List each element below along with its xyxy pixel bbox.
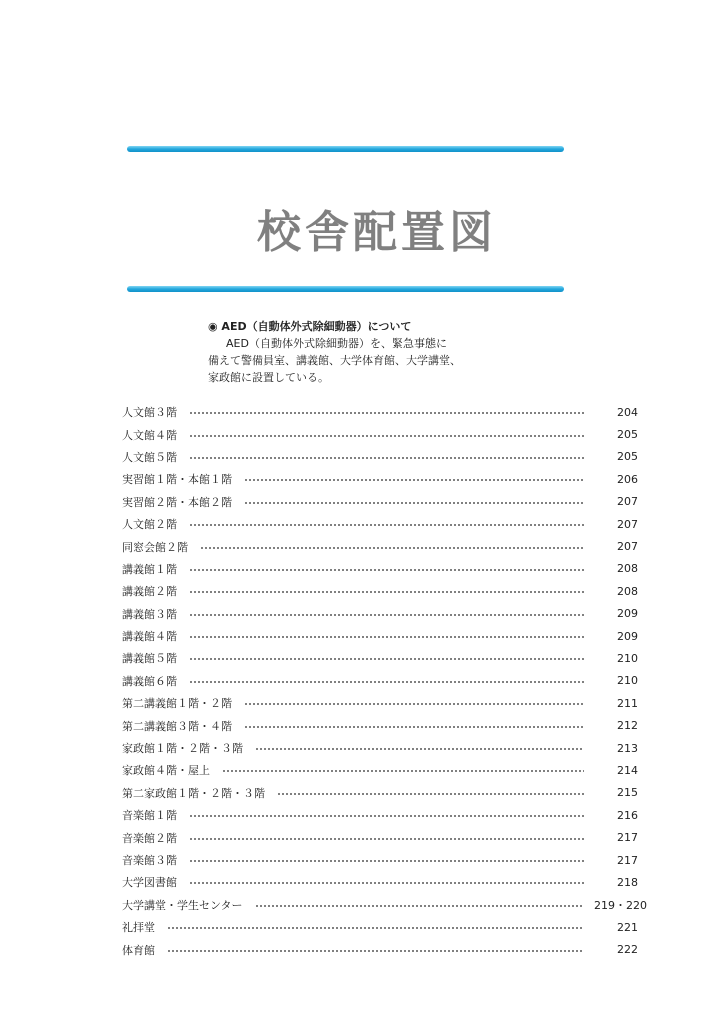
toc-entry-page: 221 [617,920,638,934]
toc-entry-page: 213 [617,741,638,755]
dot-leader [189,636,584,638]
toc-entry [122,894,647,916]
toc-entry-page: 215 [617,786,638,800]
toc-entry-page: 209 [617,607,638,621]
toc-entry-label: 同窓会館２階 [122,540,188,554]
toc-entry-label: 家政館４階・屋上 [122,764,210,778]
toc-entry-page: 208 [617,584,638,598]
toc-entry [122,580,638,602]
toc-entry [122,714,638,736]
toc-entry [122,737,638,759]
toc-entry-page: 210 [617,651,638,665]
toc-entry-page: 207 [617,517,638,531]
toc-entry-label: 講義館３階 [122,607,177,621]
toc-entry-label: 人文館２階 [122,518,177,532]
dot-leader [222,770,584,772]
aed-text-line: 家政館に設置している。 [208,371,329,384]
top-divider [127,146,564,152]
dot-leader [189,658,584,660]
dot-leader [255,748,584,750]
aed-heading: ◉ AED（自動体外式除細動器）について [208,320,412,333]
toc-entry-label: 音楽館１階 [122,809,177,823]
toc-entry [122,849,638,871]
toc-entry-page: 216 [617,808,638,822]
toc-entry [122,491,638,513]
dot-leader [277,793,584,795]
toc-entry [122,603,638,625]
toc-entry-label: 講義館４階 [122,630,177,644]
toc-entry [122,647,638,669]
toc-entry [122,558,638,580]
dot-leader [189,681,584,683]
dot-leader [189,838,584,840]
toc-entry [122,826,638,848]
toc-entry-page: 205 [617,428,638,442]
toc-entry [122,804,638,826]
toc-entry-label: 講義館１階 [122,562,177,576]
toc-entry [122,401,638,423]
aed-text-line: 備えて警備員室、講義館、大学体育館、大学講堂、 [208,354,461,367]
dot-leader [189,591,584,593]
dot-leader [189,457,584,459]
toc-entry-page: 206 [617,472,638,486]
toc-entry-label: 家政館１階・２階・３階 [122,742,243,756]
toc-entry-label: 講義館５階 [122,652,177,666]
dot-leader [244,479,584,481]
dot-leader [244,502,584,504]
toc-entry-page: 207 [617,540,638,554]
toc-entry [122,670,638,692]
toc-entry-label: 大学講堂・学生センター [122,898,243,912]
dot-leader [189,435,584,437]
toc-entry [122,692,638,714]
toc-entry [122,446,638,468]
toc-entry-page: 217 [617,853,638,867]
toc-entry-label: 体育館 [122,943,155,957]
toc-entry-page: 218 [617,875,638,889]
toc-entry-label: 礼拝堂 [122,921,155,935]
table-of-contents [122,401,647,961]
toc-entry [122,759,638,781]
toc-entry [122,782,638,804]
dot-leader [189,614,584,616]
toc-entry [122,625,638,647]
toc-entry-page: 207 [617,495,638,509]
dot-leader [189,524,584,526]
toc-entry-page: 210 [617,674,638,688]
toc-entry [122,535,638,557]
toc-entry-label: 音楽館３階 [122,854,177,867]
toc-entry [122,871,638,893]
dot-leader [244,703,584,705]
toc-entry-page: 208 [617,562,638,576]
toc-entry [122,513,638,535]
toc-entry-page: 222 [617,943,638,957]
toc-entry [122,468,638,490]
toc-entry-page: 214 [617,763,638,777]
toc-entry-page: 205 [617,450,638,464]
toc-entry-label: 人文館３階 [122,406,177,420]
toc-entry-label: 大学図書館 [122,876,177,890]
dot-leader [189,412,584,414]
bottom-divider [127,286,564,292]
dot-leader [189,815,584,817]
toc-entry-label: 人文館５階 [122,450,177,464]
toc-entry-label: 講義館２階 [122,585,177,599]
toc-entry-page: 209 [617,629,638,643]
dot-leader [189,860,584,862]
dot-leader [200,547,584,549]
toc-entry-label: 第二講義館１階・２階 [122,697,232,711]
dot-leader [167,950,584,952]
dot-leader [189,882,584,884]
toc-entry-label: 実習館２階・本館２階 [122,495,232,509]
toc-entry-label: 音楽館２階 [122,831,177,845]
toc-entry-page: 211 [617,696,638,710]
toc-entry-page: 204 [617,405,638,419]
dot-leader [189,569,584,571]
toc-entry-label: 第二講義館３階・４階 [122,719,232,733]
aed-notice [208,318,461,386]
dot-leader [244,726,584,728]
toc-entry [122,916,638,938]
toc-entry-label: 第二家政館１階・２階・３階 [122,786,265,800]
dot-leader [167,927,584,929]
toc-entry [122,938,638,960]
aed-text-line: AED（自動体外式除細動器）を、緊急事態に [226,337,447,350]
dot-leader [255,905,584,907]
toc-entry-page: 212 [617,719,638,733]
toc-entry-label: 講義館６階 [122,674,177,688]
toc-entry-label: 人文館４階 [122,428,177,442]
toc-entry-page: 219・220 [594,898,647,912]
toc-entry-page: 217 [617,831,638,845]
toc-entry-label: 実習館１階・本館１階 [122,473,232,487]
toc-entry [122,423,638,445]
page-title: 校舎配置図 [257,207,497,258]
